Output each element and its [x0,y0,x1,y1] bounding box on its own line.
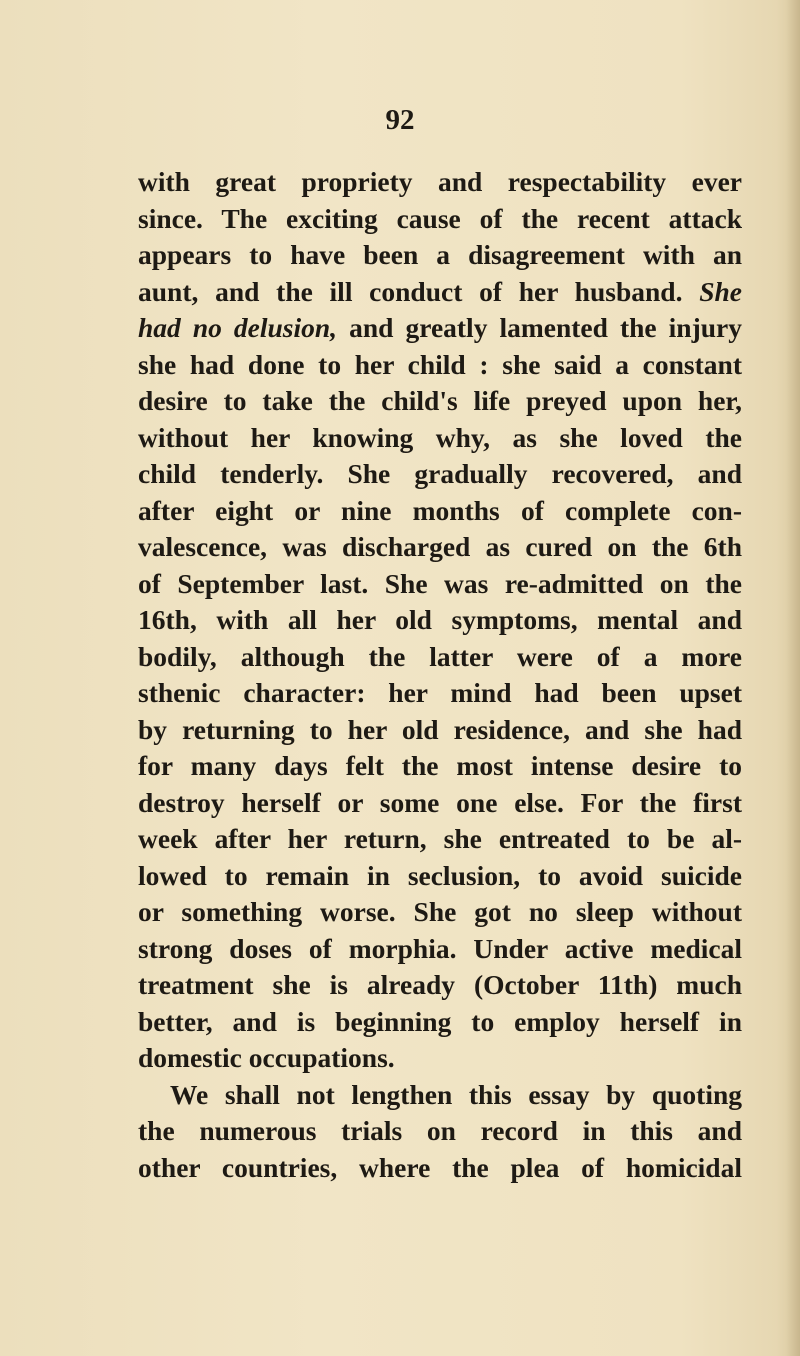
text-line-12: of September last. She was re-admitted on the [138,567,742,599]
text-line-20: lowed to remain in seclusion, to avoid suicide [138,859,742,891]
text-line-22: strong doses of morphia. Under active medical [138,932,742,964]
text-line-17: for many days felt the most intense desire to [138,750,742,781]
text-line-19: week after her return, she entreated to be al- [138,823,742,854]
text-line-5-italic: had no delusion, [138,312,338,343]
text-line-23: treatment she is already (October 11th) much [138,969,742,1000]
text-line-1: with great propriety and respectability ever [138,166,742,197]
text-line-8: without her knowing why, as she loved the [138,421,742,453]
text-line-15: sthenic character: her mind had been upset [138,677,742,708]
text-line-14: bodily, although the latter were of a more [138,640,742,672]
text-line-5-roman: and greatly lamented the injury [349,312,743,343]
text-line-16: by returning to her old residence, and she had [138,713,742,745]
text-line-28: other countries, where the plea of homicidal [138,1151,742,1183]
text-line-26: We shall not lengthen this essay by quoting [170,1078,742,1110]
text-line-18: destroy herself or some one else. For the first [138,786,742,818]
page-edge-shadow [786,0,800,1356]
text-line-6: she had done to her child : she said a constant [138,348,742,380]
text-line-13: 16th, with all her old symptoms, mental and [138,604,742,635]
text-line-4-italic: She [699,275,743,307]
text-line-3: appears to have been a disagreement with an [138,239,742,270]
text-line-7: desire to take the child's life preyed upon her, [138,385,742,416]
text-line-24: better, and is beginning to employ herself in [138,1005,742,1037]
text-line-5 [138,310,742,347]
text-line-9: child tenderly. She gradually recovered, and [138,458,742,489]
body-text [138,164,742,1186]
text-line-25: domestic occupations. [138,1042,395,1073]
text-line-21: or something worse. She got no sleep without [138,896,742,927]
text-line-4-roman: aunt, and the ill conduct of her husband. [138,275,683,307]
text-line-11: valescence, was discharged as cured on the 6th [138,531,742,562]
page-number: 92 [385,104,415,136]
text-line-27: the numerous trials on record in this and [138,1115,742,1146]
text-line-4 [138,274,742,311]
text-line-10: after eight or nine months of complete con- [138,494,742,526]
text-line-2: since. The exciting cause of the recent attack [138,202,742,234]
